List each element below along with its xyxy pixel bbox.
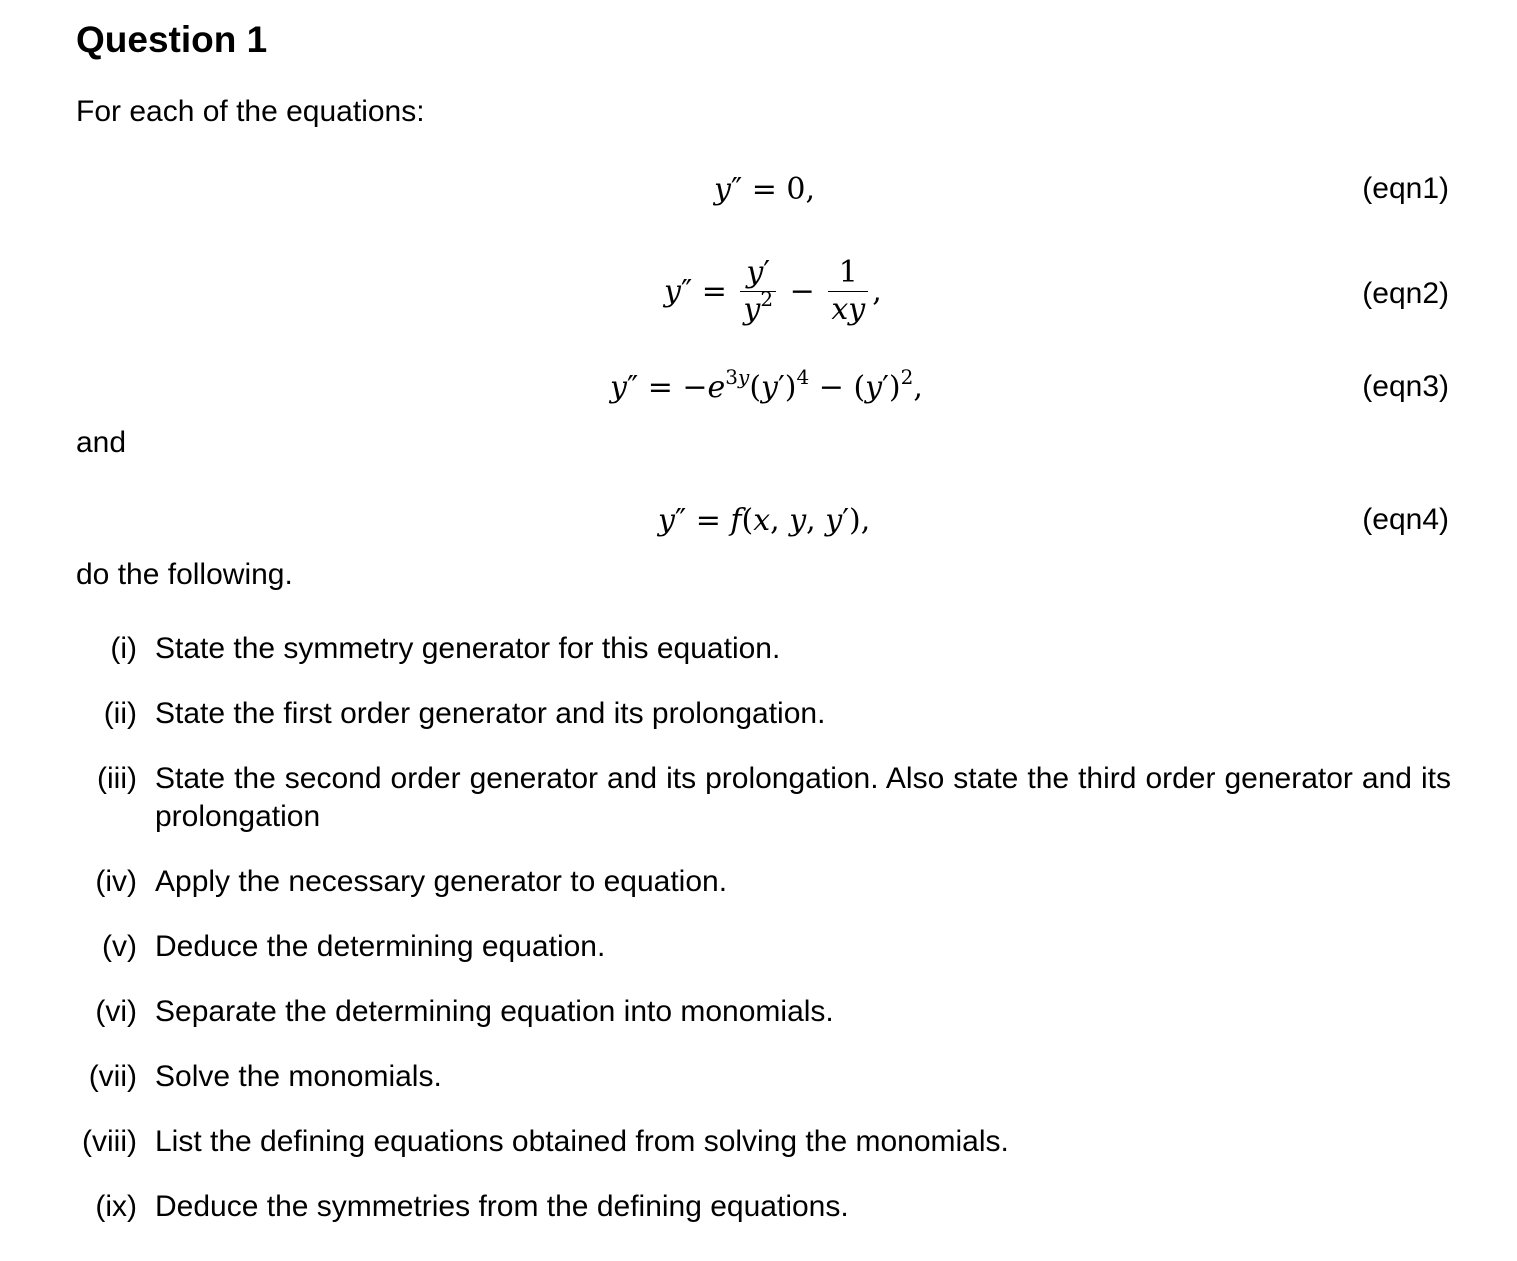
connector-text: and (76, 426, 127, 459)
fraction-one-over-xy: $\frac{1}{xy}$ (828, 255, 868, 328)
list-item-text: Solve the monomials. (155, 1060, 442, 1093)
equation-4-formula: y″ = f(x, y, y′), (658, 503, 871, 538)
intro-text: For each of the equations: (76, 95, 425, 128)
equation-2-tag: (eqn2) (1362, 277, 1449, 310)
list-item-number: (viii) (82, 1125, 137, 1158)
list-item-number: (vii) (88, 1060, 137, 1093)
list-item-number: (ix) (95, 1190, 137, 1223)
list-item-number: (iv) (95, 865, 137, 898)
list-item-text: State the symmetry generator for this equation. (155, 632, 781, 665)
fraction-yprime-over-ysquared: $\frac{y'}{y^2}$ (740, 255, 776, 328)
list-item-text: State the second order generator and its prolongation. Also state the third order generator and its prolongation (155, 762, 1451, 833)
list-item-number: (i) (110, 632, 137, 665)
list-item-text: List the defining equations obtained from solving the monomials. (155, 1125, 1009, 1158)
list-item-text: Separate the determining equation into monomials. (155, 995, 834, 1028)
list-item-number: (iii) (97, 762, 137, 795)
list-item-number: (vi) (95, 995, 137, 1028)
equation-3-formula: $y'' = -e^{3y}(y')^4 - (y')^2$, (610, 365, 923, 405)
question-title: Question 1 (76, 19, 268, 60)
equation-1-formula: y″ = 0, (714, 172, 815, 207)
equation-3-tag: (eqn3) (1362, 370, 1449, 403)
list-item-text: Apply the necessary generator to equation. (155, 865, 728, 898)
outro-text: do the following. (76, 558, 293, 591)
equation-1-tag: (eqn1) (1362, 172, 1449, 205)
list-item-text: State the first order generator and its prolongation. (155, 697, 826, 730)
equation-4-tag: (eqn4) (1362, 503, 1449, 536)
list-item-number: (v) (102, 930, 137, 963)
list-item-text: Deduce the symmetries from the defining equations. (155, 1190, 849, 1223)
list-item-text: Deduce the determining equation. (155, 930, 606, 963)
equation-2-formula: y″ = $\frac{y'}{y^2}$ − $\frac{1}{xy}$ , (664, 255, 882, 327)
list-item-number: (ii) (103, 697, 137, 730)
